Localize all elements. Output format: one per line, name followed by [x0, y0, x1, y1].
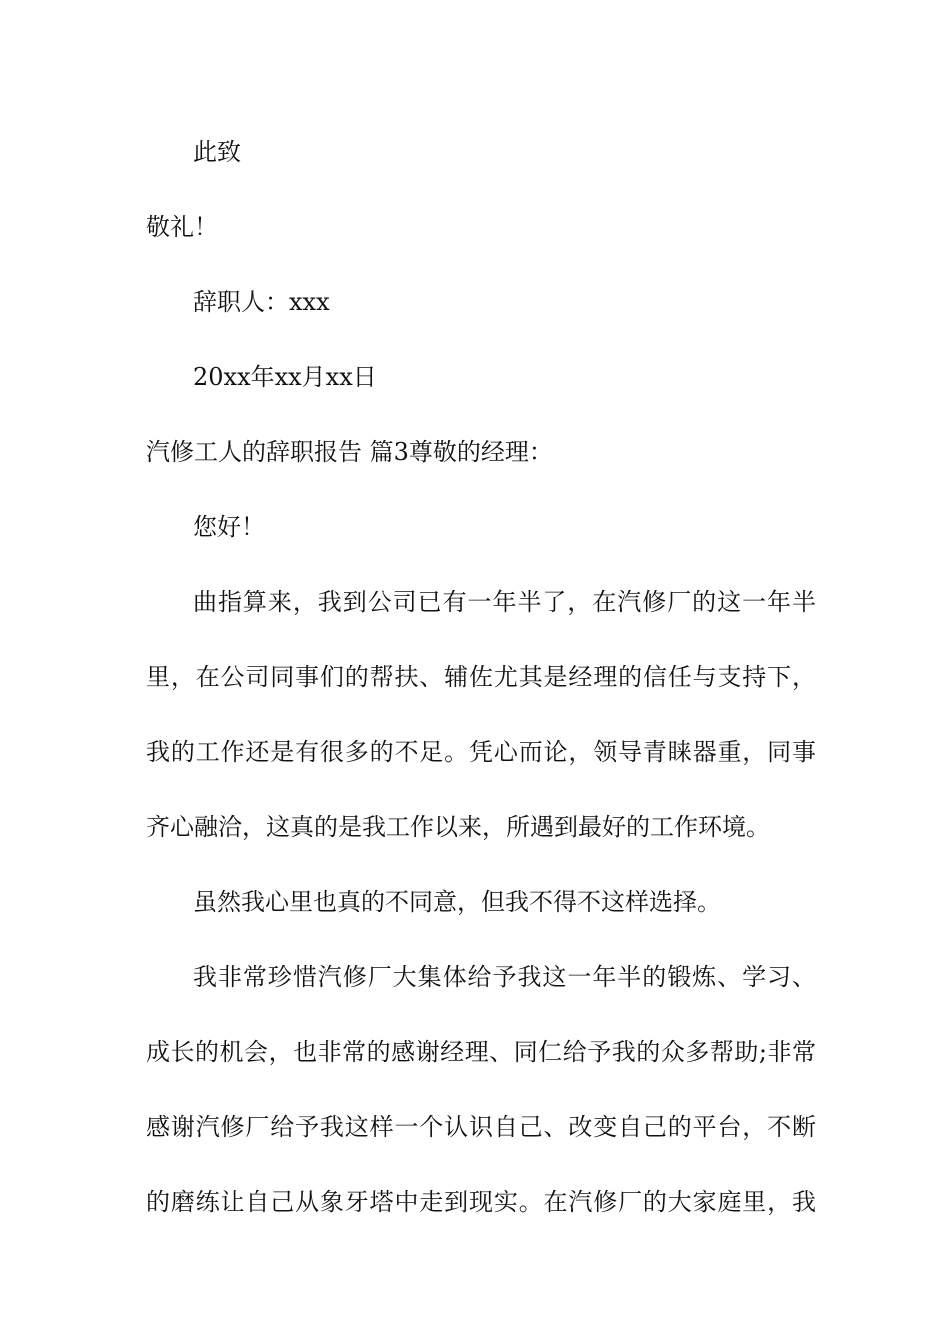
closing-respect: 敬礼！	[146, 213, 218, 241]
greeting: 您好！	[193, 513, 265, 541]
paragraph-1-line-1: 曲指算来，我到公司已有一年半了，在汽修厂的这一年半	[193, 588, 816, 616]
paragraph-3-line-3: 感谢汽修厂给予我这样一个认识自己、改变自己的平台，不断	[146, 1113, 816, 1141]
paragraph-1-line-3: 我的工作还是有很多的不足。凭心而论，领导青睐器重，同事	[146, 738, 816, 766]
paragraph-1-line-4: 齐心融洽，这真的是我工作以来，所遇到最好的工作环境。	[146, 813, 770, 841]
section-heading: 汽修工人的辞职报告 篇3尊敬的经理：	[146, 438, 553, 466]
paragraph-1-line-2: 里，在公司同事们的帮扶、辅佐尤其是经理的信任与支持下，	[146, 663, 816, 691]
paragraph-2-line-1: 虽然我心里也真的不同意，但我不得不这样选择。	[193, 888, 721, 916]
paragraph-3-line-2: 成长的机会，也非常的感谢经理、同仁给予我的众多帮助;非常	[146, 1038, 816, 1066]
paragraph-3-line-4: 的磨练让自己从象牙塔中走到现实。在汽修厂的大家庭里，我	[146, 1188, 816, 1216]
signer-line: 辞职人：xxx	[193, 288, 330, 316]
date-line: 20xx年xx月xx日	[193, 363, 377, 391]
paragraph-3-line-1: 我非常珍惜汽修厂大集体给予我这一年半的锻炼、学习、	[193, 963, 816, 991]
closing-salutation: 此致	[193, 138, 241, 166]
